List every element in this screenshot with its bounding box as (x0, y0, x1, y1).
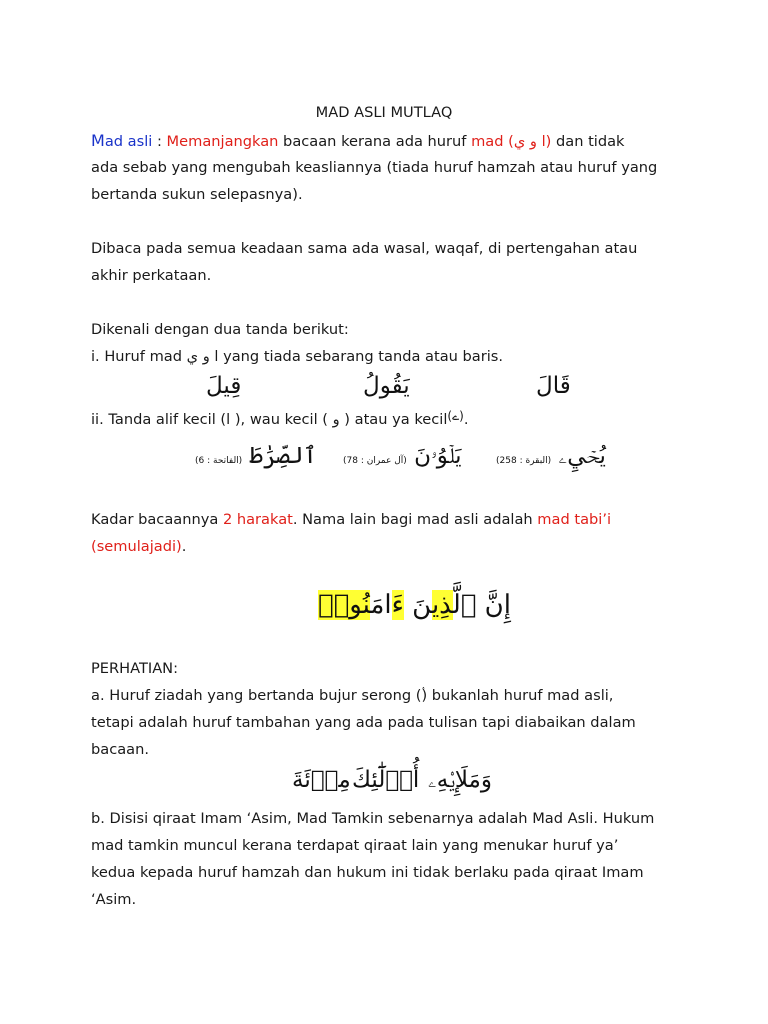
mad-tabii: mad tabi’i (537, 511, 612, 528)
example-assirat-ref: (الفاتحة : 6) (195, 456, 243, 466)
harakat-count: 2 harakat (222, 511, 293, 528)
verse-word-inna: إِنَّ (484, 590, 511, 620)
example-yuhyi (496, 442, 606, 475)
example-yalwuna-word: يَلۡوُۥنَ (414, 443, 462, 469)
note-a-line-2: tetapi adalah huruf tambahan yang ada pada tulisan tapi diabaikan dalam (91, 714, 636, 731)
note-a-line-3: bacaan. (91, 741, 150, 758)
signs-intro: Dikenali dengan dua tanda berikut: (91, 321, 349, 338)
perhatian-heading: PERHATIAN: (91, 660, 179, 677)
term-colon: : (152, 133, 167, 150)
verse-word-alladhi-c: نَ (412, 590, 432, 620)
definition-keyword: Memanjangkan (166, 133, 279, 150)
example-assirat (195, 442, 317, 475)
example-yalwuna (343, 442, 461, 475)
note-b-line-2: mad tamkin muncul kerana terdapat qiraat lain yang menukar huruf ya’ (91, 837, 619, 854)
sign-item-ii (91, 410, 468, 430)
sign-item-i (91, 347, 503, 367)
semulajadi: (semulajadi) (91, 538, 182, 555)
sign-item-ii-pre: ii. Tanda alif kecil (ا ), wau kecil ( و ) atau ya kecil (91, 411, 448, 428)
verse-word-amanu-highlight-1: ءَ (391, 590, 404, 620)
duration-pre: Kadar bacaannya (91, 511, 223, 528)
example-yuhyi-ref: (البقرة : 258) (496, 456, 552, 466)
example-assirat-word: ٱلصِّرَٰطَ (249, 443, 317, 469)
examples-row-a (0, 766, 768, 802)
duration-mid: . Nama lain bagi mad asli adalah (292, 511, 538, 528)
duration-end: . (181, 538, 187, 555)
note-b-line-3: kedua kepada huruf hamzah dan hukum ini tidak berlaku pada qiraat Imam (91, 864, 644, 881)
example-wamalaihi: وَمَلَإِي۟هِۦ (428, 767, 492, 793)
sign-item-i-letters: ا و ي (186, 348, 219, 365)
examples-row-i (0, 372, 768, 404)
example-qila: قِيلَ (206, 373, 242, 399)
example-qala: قَالَ (536, 373, 571, 399)
example-miatan: مِا۟ئَةَ (292, 767, 351, 793)
note-b-line-1: b. Disisi qiraat Imam ‘Asim, Mad Tamkin sebenarnya adalah Mad Asli. Hukum (91, 810, 655, 827)
reading-line-1: Dibaca pada semua keadaan sama ada wasal, waqaf, di pertengahan atau (91, 240, 638, 257)
examples-row-ii (0, 440, 768, 480)
note-b-line-4: ‘Asim. (91, 891, 137, 908)
note-a-line-1: a. Huruf ziadah yang bertanda bujur serong (۟) bukanlah huruf mad asli, (91, 687, 614, 704)
duration-line-2 (91, 537, 186, 557)
small-ya-glyph: (ے) (447, 409, 464, 423)
example-ulaika: أُو۟لَٰٓئِكَ (352, 767, 420, 793)
page-title: MAD ASLI MUTLAQ (315, 104, 453, 121)
definition-line-1 (91, 131, 625, 152)
term-initial: M (91, 131, 105, 150)
sign-item-ii-post: . (463, 411, 469, 428)
verse-word-amanu-b: امَ (370, 590, 392, 620)
sign-item-i-post: yang tiada sebarang tanda atau baris. (218, 348, 504, 365)
example-yalwuna-ref: (آل عمران : 78) (343, 456, 407, 466)
reading-line-2: akhir perkataan. (91, 267, 212, 284)
example-yaqulu: يَقُولُ (363, 373, 410, 399)
definition-text: bacaan kerana ada huruf (278, 133, 472, 150)
sign-item-i-pre: i. Huruf mad (91, 348, 187, 365)
mad-letters: mad (ا و ي) (471, 133, 552, 150)
definition-text-end: dan tidak (551, 133, 625, 150)
duration-line-1 (91, 510, 611, 530)
verse-word-alladhi-a: ٱلَّ (452, 590, 477, 620)
term-rest: ad asli (104, 133, 153, 150)
verse-example (0, 588, 768, 628)
definition-line-3: bertanda sukun selepasnya). (91, 186, 303, 203)
verse-word-amanu-highlight-2: نُوا۟ (318, 590, 371, 620)
example-yuhyi-word: يُحۡيِۦ (558, 443, 606, 469)
verse-text (318, 588, 511, 622)
definition-line-2: ada sebab yang mengubah keasliannya (tiada huruf hamzah atau huruf yang (91, 159, 658, 176)
verse-word-alladhi-highlight: ذِي (431, 590, 453, 620)
